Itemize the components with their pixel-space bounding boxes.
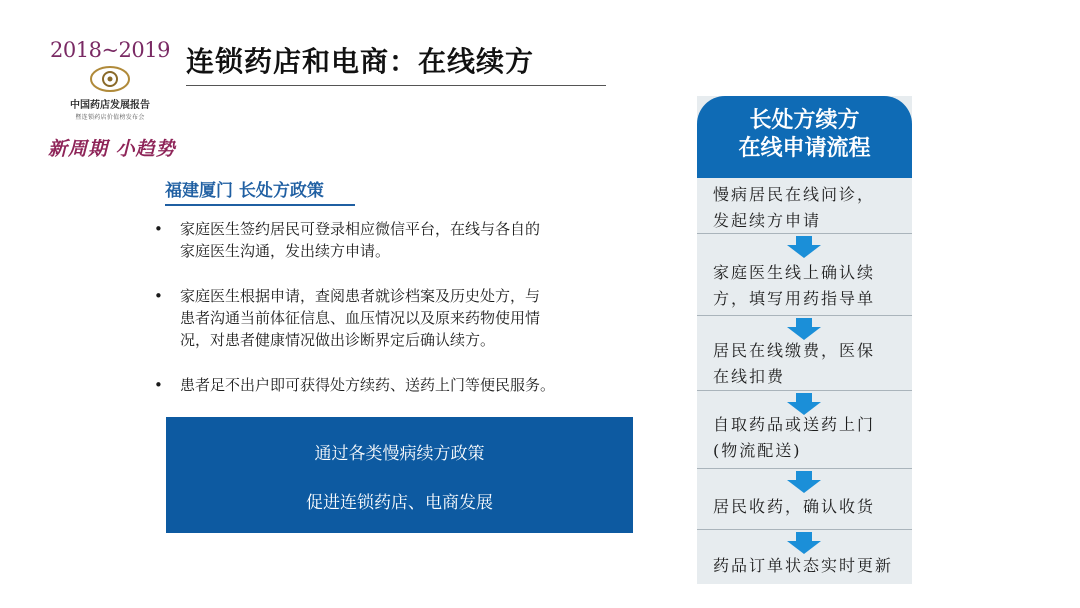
flow-step-line: 慢病居民在线问诊， [713,185,876,204]
flow-header-line: 长处方续方 [749,108,860,133]
logo-emblem-icon [89,64,131,94]
flow-step-line: 药品订单状态实时更新 [713,556,894,575]
policy-bullet [150,218,620,262]
flow-header-line: 在线申请流程 [738,136,871,161]
event-logo [50,38,170,121]
policy-bullet-list [150,218,620,419]
flow-step-line: (物流配送) [713,441,802,460]
bullet-line: 况，对患者健康情况做出诊断界定后确认续方。 [180,331,496,349]
bullet-marker: • [154,287,163,305]
policy-heading-underline [165,204,355,206]
flow-divider [697,390,912,391]
title-divider [186,85,606,86]
bullet-line: 家庭医生签约居民可登录相应微信平台，在线与各自的 [180,220,541,238]
policy-heading: 福建厦门 长处方政策 [165,181,324,201]
callout-line: 促进连锁药店、电商发展 [306,493,493,513]
flow-step-line: 在线扣费 [713,367,786,386]
flow-step [713,412,901,464]
logo-subtitle: 暨连锁药店价值榜发布会 [75,114,145,121]
logo-slogan: 新周期 小趋势 [48,138,176,160]
down-arrow-icon [786,318,822,340]
flow-step-line: 方，填写用药指导单 [713,289,876,308]
flow-step-line: 居民收药，确认收货 [713,497,876,516]
bullet-line: 家庭医生沟通，发出续方申请。 [180,242,391,260]
flow-divider [697,233,912,234]
flow-step [713,338,901,390]
logo-name: 中国药店发展报告 [70,100,150,111]
flow-divider [697,315,912,316]
bullet-marker: • [154,376,163,394]
down-arrow-icon [786,471,822,493]
bullet-line: 患者足不出户即可获得处方续药、送药上门等便民服务。 [180,376,556,394]
flow-header [697,96,912,178]
flow-step [713,494,901,520]
flow-step-line: 居民在线缴费，医保 [713,341,876,360]
bullet-line: 患者沟通当前体征信息、血压情况以及原来药物使用情 [180,309,541,327]
callout-line: 通过各类慢病续方政策 [314,444,485,464]
policy-bullet [150,374,620,396]
down-arrow-icon [786,236,822,258]
flow-step [713,553,901,579]
policy-bullet [150,285,620,351]
down-arrow-icon [786,532,822,554]
flow-step-line: 家庭医生线上确认续 [713,263,876,282]
page-title: 连锁药店和电商：在线续方 [186,45,535,78]
flow-divider [697,468,912,469]
flow-step-line: 自取药品或送药上门 [713,415,876,434]
bullet-marker: • [154,220,163,238]
bullet-line: 家庭医生根据申请，查阅患者就诊档案及历史处方，与 [180,287,541,305]
flow-step-line: 发起续方申请 [713,211,822,230]
logo-years: 2018~2019 [50,38,170,62]
renewal-flow-panel [697,96,912,584]
flow-divider [697,529,912,530]
flow-step [713,260,901,312]
flow-step [713,182,901,234]
summary-callout [166,417,633,533]
